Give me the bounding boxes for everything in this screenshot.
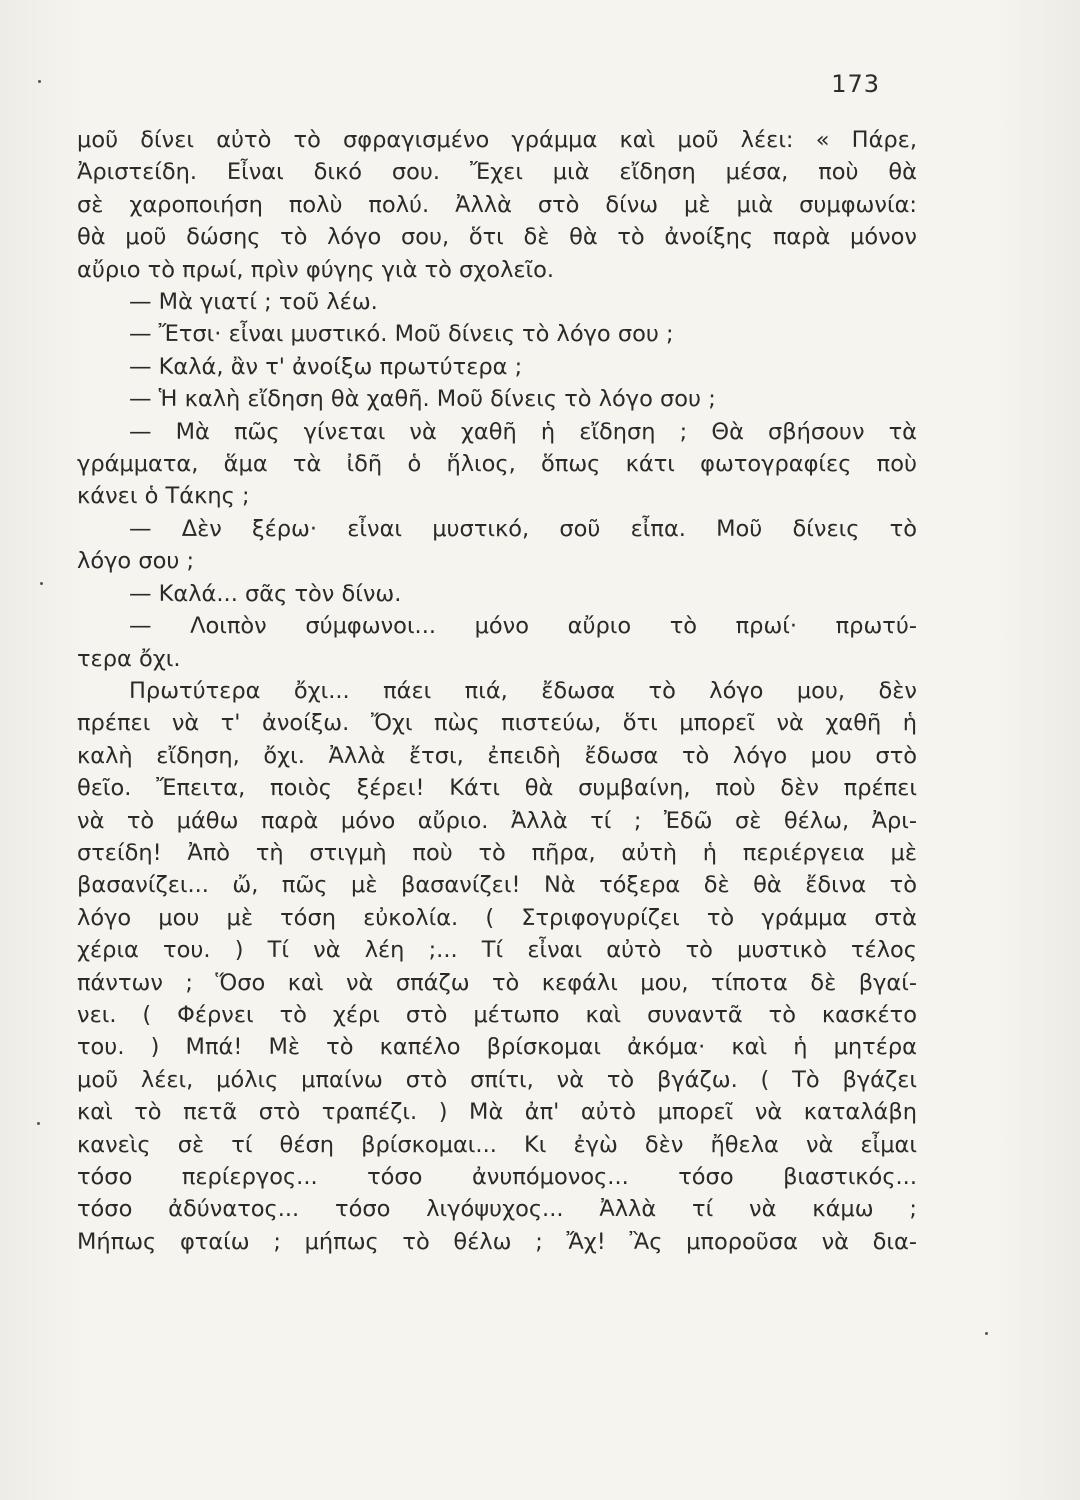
text-line: τερα ὄχι.: [77, 645, 181, 672]
text-line: θεῖο. Ἔπειτα, ποιὸς ξέρει! Κάτι θὰ συμβαίνη, ποὺ δὲν πρέπει: [77, 775, 917, 802]
text-line: τόσο περίεργος... τόσο ἀνυπόμονος... τόσο βιαστικός...: [77, 1164, 917, 1190]
text-line: χέρια του. ) Τί νὰ λέη ;... Τί εἶναι αὐτὸ τὸ μυστικὸ τέλος: [77, 937, 917, 964]
text-line: — Ἡ καλὴ εἴδηση θὰ χαθῆ. Μοῦ δίνεις τὸ λόγο σου ;: [129, 386, 716, 413]
body-text: [77, 124, 917, 1258]
text-line: Πρωτύτερα ὄχι... πάει πιά, ἔδωσα τὸ λόγο μου, δὲν: [129, 677, 917, 704]
text-line: καλὴ εἴδηση, ὄχι. Ἀλλὰ ἔτσι, ἐπειδὴ ἔδωσα τὸ λόγο μου στὸ: [77, 742, 917, 769]
text-line: Ἀριστείδη. Εἶναι δικό σου. Ἔχει μιὰ εἴδηση μέσα, ποὺ θὰ: [77, 159, 917, 186]
print-speck: [40, 582, 43, 585]
text-line: — Καλά, ἂν τ' ἀνοίξω πρωτύτερα ;: [129, 353, 523, 380]
text-line: γράμματα, ἅμα τὰ ἰδῆ ὁ ἥλιος, ὅπως κάτι φωτογραφίες ποὺ: [77, 451, 917, 478]
text-line: πάντων ; Ὅσο καὶ νὰ σπάζω τὸ κεφάλι μου, τίποτα δὲ βγαί-: [77, 969, 917, 996]
text-line: μοῦ λέει, μόλις μπαίνω στὸ σπίτι, νὰ τὸ βγάζω. ( Τὸ βγάζει: [77, 1066, 917, 1093]
text-line: του. ) Μπά! Μὲ τὸ καπέλο βρίσκομαι ἀκόμα· καὶ ἡ μητέρα: [77, 1034, 917, 1061]
text-line: — Ἔτσι· εἶναι μυστικό. Μοῦ δίνεις τὸ λόγο σου ;: [129, 321, 674, 348]
text-line: — Λοιπὸν σύμφωνοι... μόνο αὔριο τὸ πρωί· πρωτύ-: [129, 613, 917, 640]
text-line: κάνει ὁ Τάκης ;: [77, 483, 250, 510]
text-line: Μήπως φταίω ; μήπως τὸ θέλω ; Ἄχ! Ἂς μποροῦσα νὰ δια-: [77, 1228, 917, 1255]
print-speck: [37, 1122, 40, 1125]
text-line: — Καλά... σᾶς τὸν δίνω.: [129, 580, 402, 607]
text-line: θὰ μοῦ δώσης τὸ λόγο σου, ὅτι δὲ θὰ τὸ ἀνοίξης παρὰ μόνον: [77, 224, 917, 251]
page-number: 173: [831, 70, 880, 98]
text-line: καὶ τὸ πετᾶ στὸ τραπέζι. ) Μὰ ἀπ' αὐτὸ μπορεῖ νὰ καταλάβη: [77, 1099, 917, 1126]
text-line: πρέπει νὰ τ' ἀνοίξω. Ὄχι πὼς πιστεύω, ὅτι μπορεῖ νὰ χαθῆ ἡ: [77, 710, 917, 737]
text-line: νὰ τὸ μάθω παρὰ μόνο αὔριο. Ἀλλὰ τί ; Ἐδῶ σὲ θέλω, Ἀρι-: [77, 807, 917, 834]
text-line: νει. ( Φέρνει τὸ χέρι στὸ μέτωπο καὶ συναντᾶ τὸ κασκέτο: [77, 1001, 917, 1028]
text-line: — Μὰ γιατί ; τοῦ λέω.: [129, 289, 378, 316]
text-line: τόσο ἀδύνατος... τόσο λιγόψυχος... Ἀλλὰ τί νὰ κάμω ;: [77, 1196, 917, 1223]
text-line: λόγο μου μὲ τόση εὐκολία. ( Στριφογυρίζει τὸ γράμμα στὰ: [77, 904, 917, 931]
text-line: στείδη! Ἀπὸ τὴ στιγμὴ ποὺ τὸ πῆρα, αὐτὴ ἡ περιέργεια μὲ: [77, 839, 917, 866]
text-line: βασανίζει... ὤ, πῶς μὲ βασανίζει! Νὰ τόξερα δὲ θὰ ἔδινα τὸ: [77, 872, 917, 899]
text-line: αὔριο τὸ πρωί, πρὶν φύγης γιὰ τὸ σχολεῖο.: [77, 256, 555, 283]
text-line: σὲ χαροποιήση πολὺ πολύ. Ἀλλὰ στὸ δίνω μὲ μιὰ συμφωνία:: [77, 191, 917, 218]
text-line: μοῦ δίνει αὐτὸ τὸ σφραγισμένο γράμμα καὶ μοῦ λέει: « Πάρε,: [77, 127, 917, 153]
text-line: λόγο σου ;: [77, 548, 195, 575]
print-speck: [38, 80, 41, 83]
text-line: — Μὰ πῶς γίνεται νὰ χαθῆ ἡ εἴδηση ; Θὰ σβήσουν τὰ: [129, 418, 917, 445]
text-line: — Δὲν ξέρω· εἶναι μυστικό, σοῦ εἶπα. Μοῦ δίνεις τὸ: [129, 515, 917, 542]
text-line: κανεὶς σὲ τί θέση βρίσκομαι... Κι ἐγὼ δὲν ἤθελα νὰ εἶμαι: [77, 1131, 917, 1158]
print-speck: [985, 1332, 988, 1335]
